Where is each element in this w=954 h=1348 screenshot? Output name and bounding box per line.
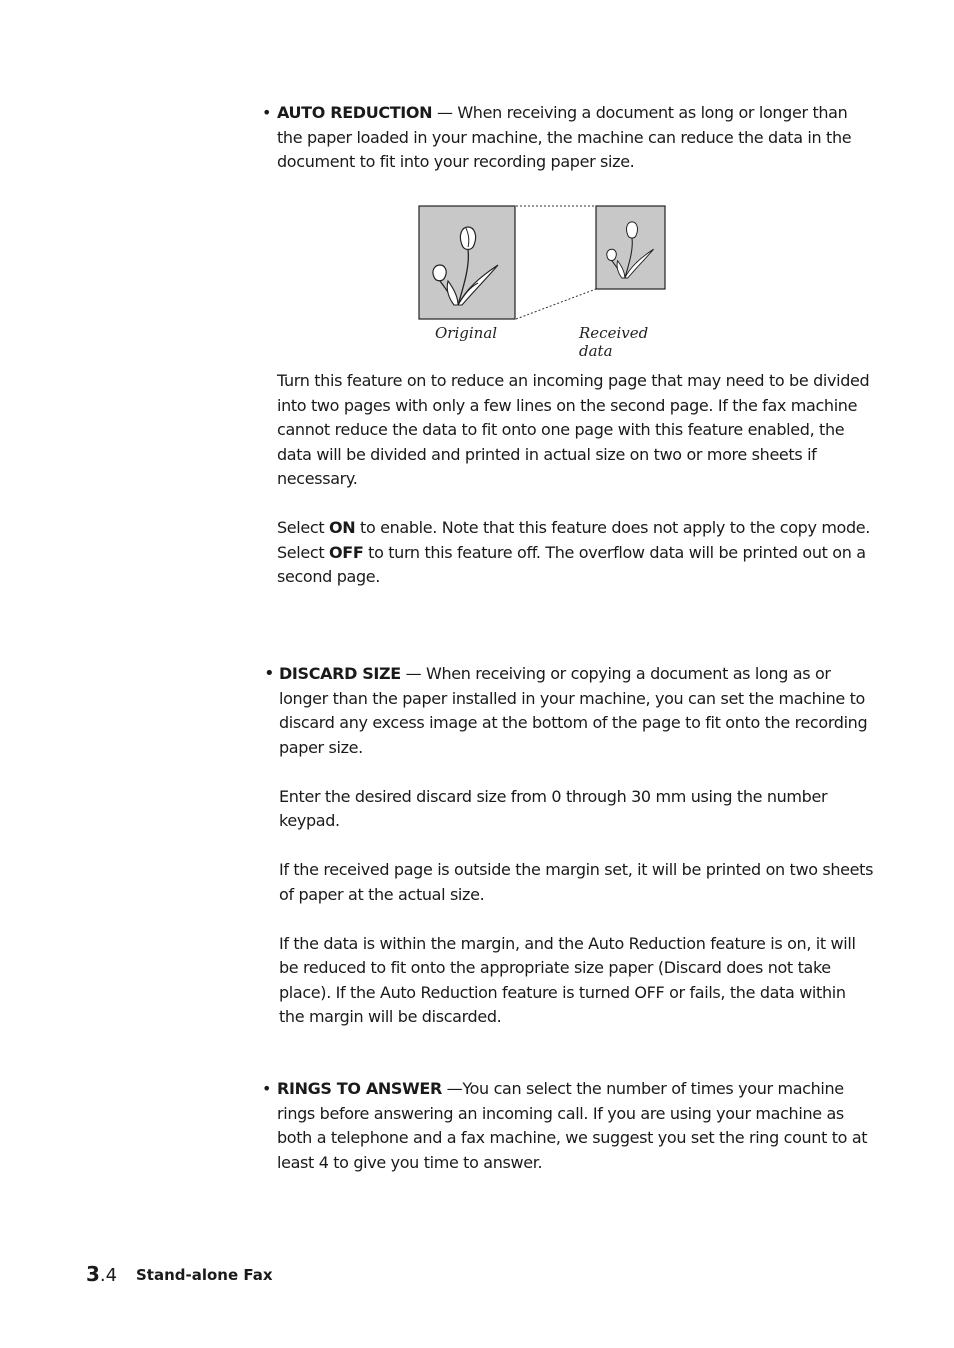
reduction-illustration <box>418 205 678 323</box>
rings-to-answer-intro-text: —You can select the number of times your machine rings before answering an incoming call. If you are using your machine as both a telephone and a fax machine, we suggest you set the ring count to at least 4 to give you time to answer. <box>277 1079 868 1172</box>
discard-size-within-margin: If the data is within the margin, and the Auto Reduction feature is on, it will be reduced to fit onto the appropriate size paper (Discard does not take place). If the Auto Reduction feature is turned OFF or fails, the data within the margin will be discarded. <box>279 933 856 1026</box>
rings-to-answer-title: RINGS TO ANSWER <box>277 1079 442 1098</box>
discard-size-outside-margin: If the received page is outside the margin set, it will be printed on two sheets of paper at the actual size. <box>279 860 874 904</box>
reduction-figure <box>418 205 678 360</box>
auto-reduction-intro <box>262 101 874 175</box>
auto-reduction-off-option <box>262 541 874 590</box>
bullet: • <box>262 1079 272 1098</box>
discard-size-intro-text: — When receiving or copying a document as long as or longer than the paper installed in your machine, you can set the machine to discard any excess image at the bottom of the page to fit onto the recording paper size. <box>279 664 868 757</box>
auto-reduction-details <box>262 369 874 590</box>
caption-original: Original <box>435 324 498 342</box>
off-label: OFF <box>329 542 364 562</box>
rings-to-answer-section <box>262 1077 874 1175</box>
page-number: .4 <box>99 1265 118 1286</box>
discard-size-title: DISCARD SIZE <box>279 664 401 683</box>
off-text: to turn this feature off. The overflow data will be printed out on a second page. <box>277 542 866 586</box>
rings-to-answer-intro <box>262 1077 874 1175</box>
received-page-image <box>596 206 665 289</box>
auto-reduction-description: Turn this feature on to reduce an incoming page that may need to be divided into two pages with only a few lines on the second page. If the fax machine cannot reduce the data to fit onto one page with this feature enabled, the data will be divided and printed in actual size on two or more sheets if necessary. <box>277 371 870 488</box>
discard-size-range: Enter the desired discard size from 0 through 30 mm using the number keypad. <box>279 786 828 830</box>
auto-reduction-section <box>262 101 874 175</box>
bullet: • <box>264 663 275 684</box>
caption-received-data: Received data <box>579 324 649 360</box>
auto-reduction-on-option <box>262 516 874 541</box>
footer-section-label: Stand-alone Fax <box>136 1266 273 1284</box>
page-footer <box>86 1262 273 1286</box>
on-text: to enable. Note that this feature does not apply to the copy mode. <box>355 518 871 537</box>
auto-reduction-intro-text: — When receiving a document as long or longer than the paper loaded in your machine, the machine can reduce the data in the document to fit into your recording paper size. <box>277 103 852 171</box>
discard-size-intro <box>264 662 874 760</box>
discard-size-section <box>264 662 874 1030</box>
on-label: ON <box>329 518 356 537</box>
chapter-number: 3 <box>86 1262 100 1286</box>
auto-reduction-title: AUTO REDUCTION <box>277 103 433 122</box>
select-word: Select <box>277 542 329 562</box>
select-word: Select <box>277 518 329 537</box>
original-page-image <box>419 206 515 319</box>
bullet: • <box>262 103 272 122</box>
